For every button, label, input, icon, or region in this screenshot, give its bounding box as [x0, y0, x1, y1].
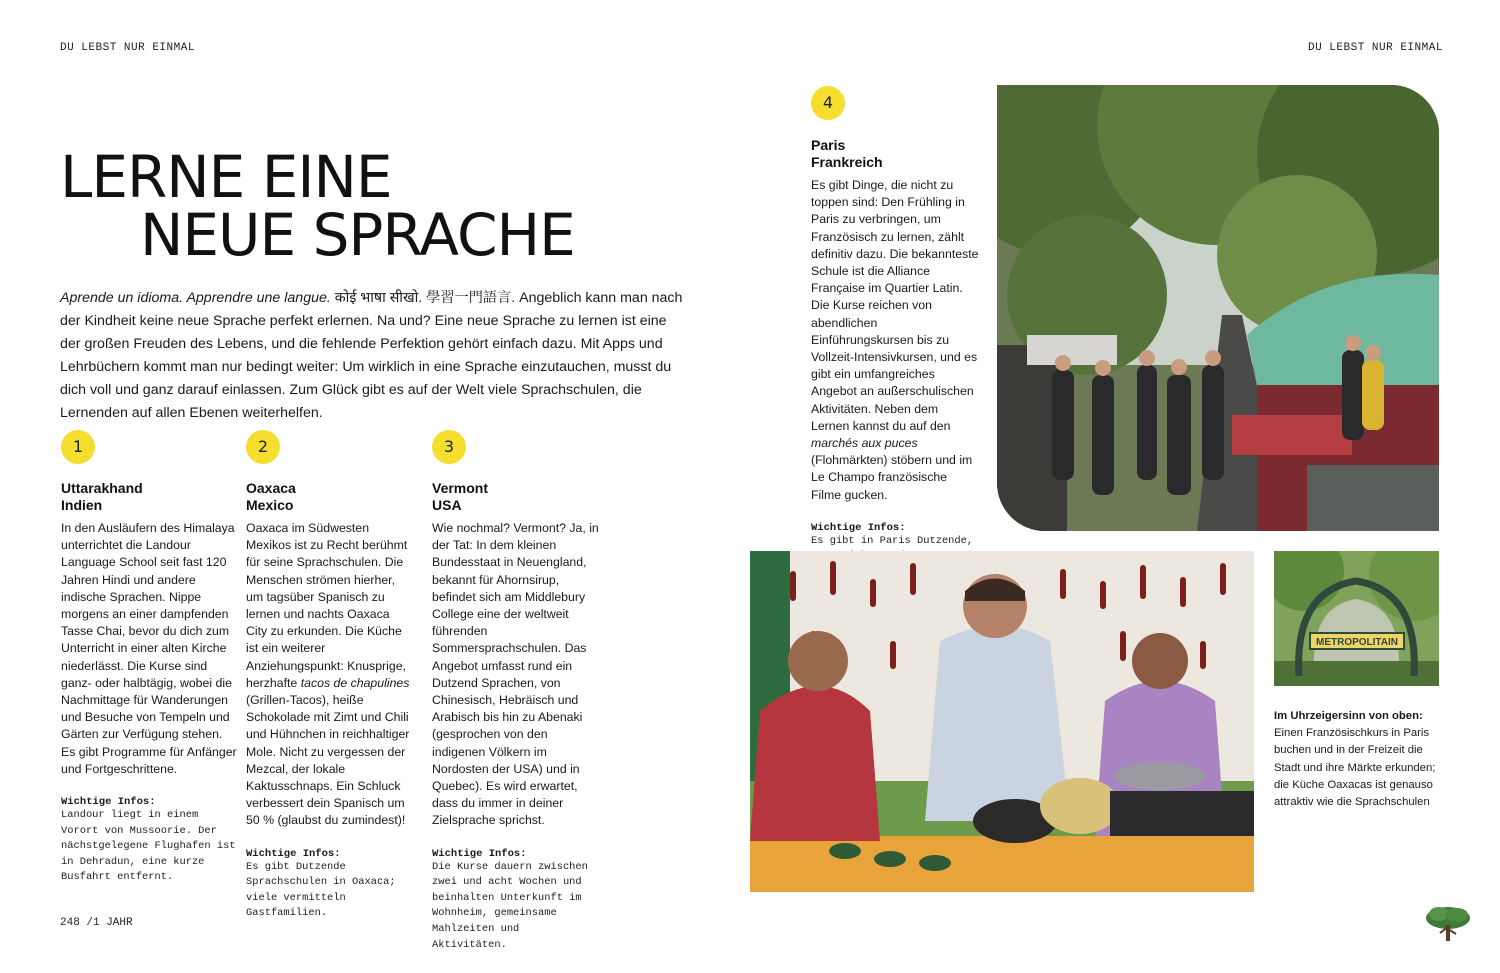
info-label: Wichtige Infos: — [61, 796, 156, 809]
entry-number-4: 4 — [811, 86, 845, 120]
caption-bold: Im Uhrzeigersinn von oben: — [1274, 710, 1423, 722]
entry-text: Wie nochmal? Vermont? Ja, in der Tat: In dem kleinen Bundesstaat in Neuengland, bekannt für Ahornsirup, befindet sich am Middlebury College eine der weltweit führenden Sommersprachschulen. Das Angebot umfasst rund ein Dutzend Sprachen, von Chinesisch, Hebräisch und Arabisch bis hin zu Abenaki (gesprochen von den indigenen Völkern im Nordosten der USA) und in Quebec). Es wird erwartet, dass du immer in deiner Zielsprache sprichst. — [432, 521, 599, 828]
page-footer: 248 /1 JAHR — [60, 917, 133, 929]
info-label: Wichtige Infos: — [432, 847, 527, 860]
oaxaca-cooking-photo — [750, 551, 1254, 892]
page-title — [60, 143, 575, 269]
entry-text-b: (Flohmärkten) stöbern und im Le Champo französische Filme gucken. — [811, 453, 973, 502]
entry-heading — [246, 480, 414, 514]
title-line-2: NEUE SPRACHE — [140, 201, 575, 269]
title-line-1: LERNE EINE — [60, 143, 392, 211]
entry-text-a: Oaxaca im Südwesten Mexikos ist zu Recht berühmt für seine Sprachschulen. Die Menschen strömen hierher, um tagsüber Spanisch zu lernen und nachts Oaxaca City zu erkunden. Die Küche ist ein weiterer Anziehungspunkt: Knusprige, herzhafte — [246, 521, 408, 690]
entry-number-3: 3 — [432, 430, 466, 464]
intro-scripts: कोई भाषा सीखो. 學習一門語言. — [330, 290, 516, 306]
tree-icon — [1423, 903, 1473, 943]
info-text: Es gibt in Paris Dutzende, — [811, 534, 974, 547]
metro-sign-illustration — [1274, 551, 1439, 686]
entry-oaxaca — [246, 480, 414, 922]
paris-market-photo — [997, 85, 1439, 531]
entry-place: Uttarakhand — [61, 480, 143, 496]
info-text: Die Kurse dauern zwischen zwei und acht Wochen und beinhalten Unterkunft im Wohnheim, gemeinsame Mahlzeiten und Aktivitäten. — [432, 860, 588, 951]
info-label: Wichtige Infos: — [246, 847, 341, 860]
entry-text: In den Ausläufern des Himalaya unterrichtet die Landour Language School seit fast 120 Jahren Hindi und andere indische Sprachen. Nippe morgens an einer dampfenden Tasse Chai, bevor du dich zum Unterricht in einer alten Kirche niederlässt. Die Kurse sind ganz- oder halbtägig, wobei die Nachmittage für Wanderungen und Besuche von Tempeln und Gärten zur Verfügung stehen. Es gibt Programme für Anfänger und Fortgeschrittene. — [61, 521, 237, 776]
running-head-left: DU LEBST NUR EINMAL — [60, 42, 195, 54]
entry-country: Indien — [61, 497, 103, 513]
entry-text-b: (Grillen-Tacos), heiße Schokolade mit Zimt und Chili und Hühnchen in reichhaltiger Mole. Nicht zu vergessen der Mezcal, der lokale Kaktusschnaps. Ein Schluck verbessert dein Spanisch um 50 % (glaubst du zumindest)! — [246, 693, 410, 828]
entry-text — [811, 177, 979, 504]
info-text: Landour liegt in einem Vorort von Mussoorie. Der nächstgelegene Flughafen ist in Dehradun, eine kurze Busfahrt entfernt. — [61, 809, 236, 884]
intro-paragraph — [60, 287, 684, 425]
entry-country: USA — [432, 497, 462, 513]
entry-text-em: marchés aux puces — [811, 436, 918, 451]
entry-paris — [811, 137, 979, 581]
entry-heading — [61, 480, 239, 514]
metro-sign-text: METROPOLITAIN — [1315, 637, 1399, 648]
info-label: Wichtige Infos: — [811, 521, 906, 534]
entry-text-a: Es gibt Dinge, die nicht zu toppen sind: Den Frühling in Paris zu verbringen, um Französisch zu lernen, zählt definitiv dazu. Die bekannteste Schule ist die Alliance Française im Quartier Latin. Die Kurse reichen von abendlichen Einführungskursen bis zu Vollzeit-Intensivkursen, und es gibt ein umfangreiches Angebot an außerschulischen Aktivitäten. Neben dem Lernen kannst du auf den — [811, 178, 979, 433]
entry-place: Oaxaca — [246, 480, 296, 496]
info-text: Es gibt Dutzende Sprachschulen in Oaxaca; viele vermitteln Gastfamilien. — [246, 860, 396, 920]
entry-number-2: 2 — [246, 430, 280, 464]
entry-text — [246, 520, 414, 830]
entry-place: Vermont — [432, 480, 489, 496]
entry-uttarakhand — [61, 480, 239, 886]
entry-heading — [432, 480, 600, 514]
entry-heading — [811, 137, 979, 171]
metro-sign-photo — [1274, 551, 1439, 686]
entry-country: Mexico — [246, 497, 294, 513]
cooking-class-illustration — [750, 551, 1254, 892]
photo-caption — [1274, 708, 1439, 811]
entry-number-1: 1 — [61, 430, 95, 464]
caption-text: Einen Französischkurs in Paris buchen und in der Freizeit die Stadt und ihre Märkte erkunden; die Küche Oaxacas ist genauso attraktiv wie die Sprachschulen — [1274, 727, 1436, 809]
intro-body: Angeblich kann man nach der Kindheit keine neue Sprache perfekt erlernen. Na und? Eine neue Sprache zu lernen ist eine der großen Freuden des Lebens, und die fehlende Perfektion gehört einfach dazu. Mit Apps und Lehrbüchern kommt man nur bedingt weiter: Um wirklich in eine Sprache einzutauchen, musst du dich voll und ganz darauf einlassen. Zum Glück gibt es auf der Welt viele Sprachschulen, die Lernenden auf allen Ebenen weiterhelfen. — [60, 290, 683, 421]
entry-country: Frankreich — [811, 154, 883, 170]
entry-place: Paris — [811, 137, 846, 153]
entry-text-em: tacos de chapulines — [300, 675, 410, 690]
entry-vermont — [432, 480, 600, 953]
paris-market-illustration — [997, 85, 1439, 531]
running-head-right: DU LEBST NUR EINMAL — [1308, 42, 1443, 54]
intro-italic: Aprende un idioma. Apprendre une langue. — [60, 290, 331, 306]
